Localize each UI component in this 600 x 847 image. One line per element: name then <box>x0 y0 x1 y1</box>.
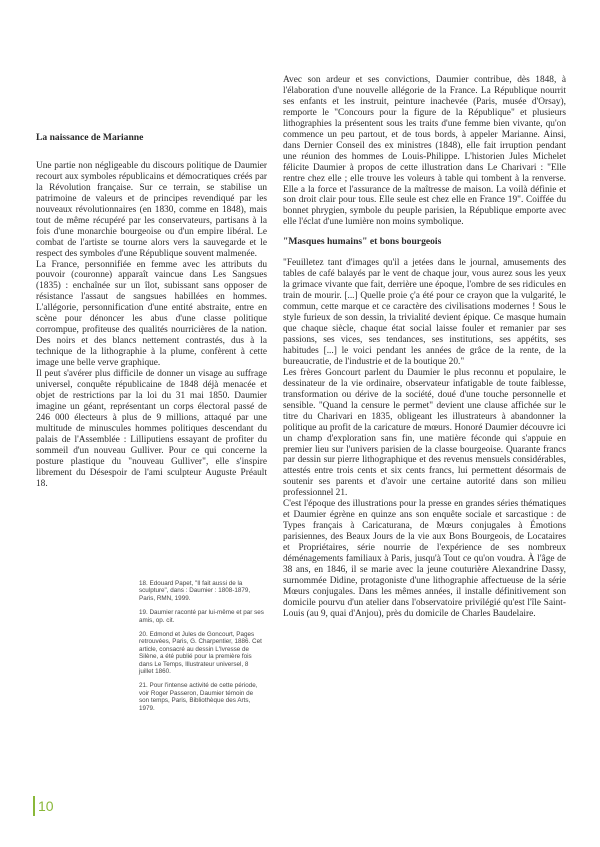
left-paragraph-3: Il peut s'avérer plus difficile de donner un visage au suffrage universel, conquête républicaine de 1848 déjà menacée et objet de restrictions par la loi du 31 mai 1850. Daumier imagine un géant, représentant un corps électoral passé de 246 000 électeurs à plus de 9 millions, attaqué par une multitude de minuscules hommes politiques descendant du palais de l'Assemblée : Lilliputiens essayant de profiter du sommeil d'un nouveau Gulliver. Pour ce qui concerne la posture plastique du "nouveau Gulliver", elle s'inspire librement du Désespoir de l'ami sculpteur Auguste Préault 18. <box>36 369 267 489</box>
section-heading-masques: "Masques humains" et bons bourgeois <box>283 236 442 248</box>
right-paragraph-3: Les frères Goncourt parlent du Daumier le plus reconnu et populaire, le dessinateur de la vie ordinaire, observateur infatigable de toute faiblesse, transformation ou dérive de la société, doué d'une touche personnelle et sensible. "Quand la censure le permet" devient une clause affichée sur le titre du Charivari en 1835, obligeant les illustrateurs à abandonner la politique au profit de la caricature de mœurs. Honoré Daumier découvre ici un champ d'exploration sans fin, une matière féconde qui s'appuie en premier lieu sur l'univers parisien de la classe bourgeoise. Quarante francs par dessin sur pierre lithographique et des revenus mensuels considérables, attestés entre trois cents et six cents francs, lui permettent désormais de soutenir ses parents et d'avoir une certaine autorité dans son milieu professionnel 21. <box>283 367 566 499</box>
right-paragraph-1: Avec son ardeur et ses convictions, Daumier contribue, dès 1848, à l'élaboration d'une nouvelle allégorie de la France. La République nourrit ses enfants et les instruit, peinture inachevée (Paris, musée d'Orsay), remporte le "Concours pour la figure de la République" et plusieurs lithographies la présentent sous les traits d'une femme bien vivante, qu'on commence un peu partout, et de tous bords, à appeler Marianne. Ainsi, dans Dernier Conseil des ex ministres (1848), elle fait irruption pendant une réunion des hommes de Louis-Philippe. L'historien Jules Michelet félicite Daumier à propos de cette illustration dans Le Charivari : "Elle rentre chez elle ; elle trouve les voleurs à table qui tombent à la renverse. Elle a la force et l'assurance de la maîtresse de maison. La voilà définie et son droit clair pour tous. Elle seule est chez elle en France 19". Coiffée du bonnet phrygien, symbole du peuple parisien, la République emporte avec elle l'éclat d'une lumière non moins symbolique. <box>283 75 566 228</box>
left-column <box>36 133 267 490</box>
page-number-text: 10 <box>38 798 54 814</box>
right-column <box>283 75 566 620</box>
right-paragraph-2: "Feuilletez tant d'images qu'il a jetées dans le journal, amusements des tables de café balayés par le vent de chaque jour, vous aurez sous les yeux la grimace vivante que fait, derrière une époque, l'ombre de ses ridicules en train de mourir. [...] Quelle proie ç'a été pour ce crayon que la vulgarité, le commun, cette marque et ce caractère des civilisations modernes ! Sous le style furieux de son dessin, la trivialité devient épique. Ce masque humain que chaque siècle, chaque état social laisse fouler et remanier par ses passions, ses vices, ses tendances, ses institutions, ses appétits, ses habitudes [...] le voici pendant les années de grâce de la rente, de la bureaucratie, de l'industrie et de la boutique 20." <box>283 258 566 367</box>
footnotes <box>139 580 264 719</box>
footnote-20: 20. Edmond et Jules de Goncourt, Pages retrouvées, Paris, G. Charpentier, 1886. Cet article, consacré au dessin L'Ivresse de Silène, a été publié pour la première fois dans Le Temps, Illustrateur universel, 8 juillet 1860. <box>139 631 262 676</box>
footnote-21: 21. Pour l'intense activité de cette période, voir Roger Passeron, Daumier témoin de son temps, Paris, Bibliothèque des Arts, 1979. <box>139 682 258 712</box>
left-paragraph-2: La France, personnifiée en femme avec les attributs du pouvoir (couronne) apparaît vaincue dans Les Sangsues (1835) : enchaînée sur un îlot, subissant sans opposer de résistance l'assaut de sangsues habillées en hommes. L'allégorie, personnification d'une entité abstraite, entre en scène pour dénoncer les abus d'une classe politique corrompue, profiteuse des qualités nourricières de la nation. Des noirs et des blancs nettement contrastés, dus à la technique de la lithographie à la plume, confèrent à cette image une belle verve graphique. <box>36 259 267 369</box>
footnote-18: 18. Edouard Papet, "Il fait aussi de la sculpture", dans : Daumier : 1808-1879, Paris, RMN, 1999. <box>139 580 251 602</box>
footnote-19: 19. Daumier raconté par lui-même et par ses amis, op. cit. <box>139 609 264 624</box>
page-number <box>34 798 54 814</box>
right-paragraph-4: C'est l'époque des illustrations pour la presse en grandes séries thématiques et Daumier égrène en quinze ans son enquête sociale et sarcastique : de Types français à Caricaturana, de Mœurs conjugales à Émotions parisiennes, des Beaux Jours de la vie aux Bons Bourgeois, de Locataires et Propriétaires, série nourrie de l'expérience de ses nombreux déménagements familiaux à Paris, jusqu'à Tout ce qu'on voudra. À l'âge de 38 ans, en 1846, il se marie avec la jeune couturière Alexandrine Dassy, surnommée Didine, protagoniste d'une lithographie affectueuse de la série Mœurs conjugales. Dans les mêmes années, il installe définitivement son domicile pourvu d'un atelier dans l'observatoire privilégié qu'est l'île Saint-Louis (au 9, quai d'Anjou), près du domicile de Charles Baudelaire. <box>283 499 566 619</box>
section-heading-marianne: La naissance de Marianne <box>36 132 144 143</box>
left-paragraph-1: Une partie non négligeable du discours politique de Daumier recourt aux symboles républicains et démocratiques créés par la Révolution française. Sur ce terrain, se stabilise un patrimoine de valeurs et de principes revendiqué par les nouveaux révolutionnaires (en 1830, comme en 1848), mais tout de même récupéré par les conservateurs, partisans à la fois d'une monarchie bourgeoise ou d'un empire libéral. Le combat de l'artiste se tourne alors vers la sauvegarde et le respect des symboles d'une République souvent malmenée. <box>36 160 267 259</box>
